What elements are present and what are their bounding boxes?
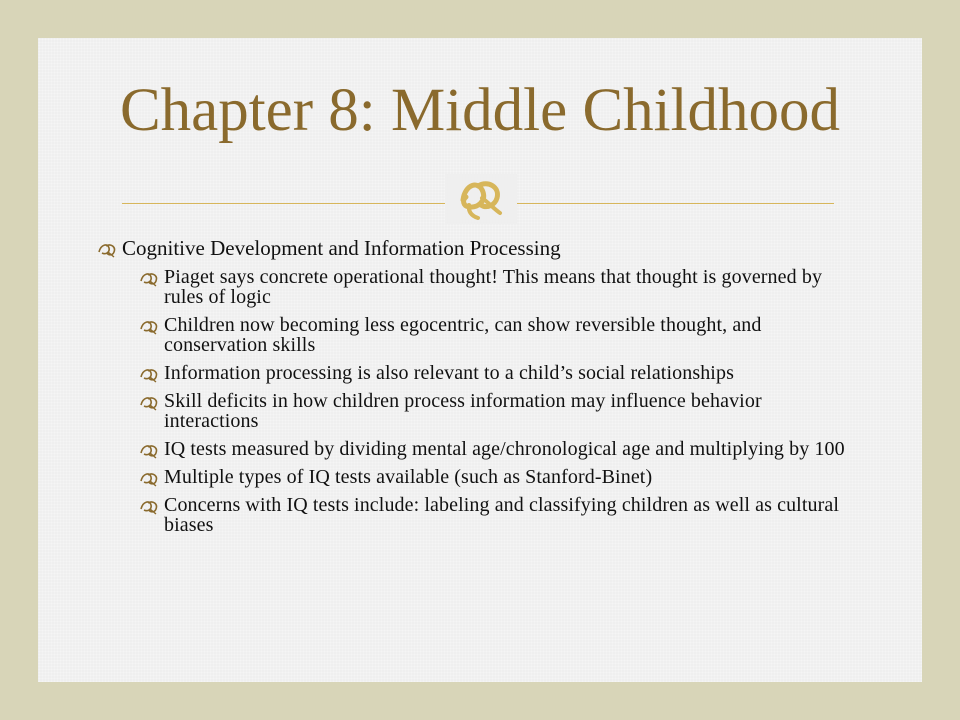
bullet-list	[96, 237, 856, 543]
fleuron-bullet-icon	[138, 316, 160, 336]
ornament-icon	[445, 174, 517, 224]
list-item	[138, 315, 856, 355]
list-item-text: Multiple types of IQ tests available (such as Stanford-Binet)	[164, 466, 653, 488]
fleuron-bullet-icon	[96, 239, 118, 259]
list-item-text: Skill deficits in how children process information may influence behavior interactions	[164, 390, 762, 432]
list-item-level1	[96, 237, 856, 259]
list-item	[138, 363, 856, 383]
fleuron-bullet-icon	[138, 392, 160, 412]
list-item	[138, 391, 856, 431]
fleuron-bullet-icon	[138, 268, 160, 288]
slide-title: Chapter 8: Middle Childhood	[119, 77, 841, 144]
list-item-text: Information processing is also relevant to a child’s social relationships	[164, 362, 734, 384]
list-item	[138, 439, 856, 459]
list-item-text: Piaget says concrete operational thought! This means that thought is governed by rules of logic	[164, 266, 823, 308]
fleuron-bullet-icon	[138, 440, 160, 460]
level1-text: Cognitive Development and Information Processing	[122, 236, 561, 260]
list-item	[138, 467, 856, 487]
list-item	[138, 495, 856, 535]
list-item	[138, 267, 856, 307]
list-item-text: IQ tests measured by dividing mental age/chronological age and multiplying by 100	[164, 438, 845, 460]
list-item-text: Concerns with IQ tests include: labeling and classifying children as well as cultural biases	[164, 494, 839, 536]
fleuron-bullet-icon	[138, 496, 160, 516]
list-item-text: Children now becoming less egocentric, can show reversible thought, and conservation skills	[164, 314, 762, 356]
fleuron-bullet-icon	[138, 364, 160, 384]
fleuron-bullet-icon	[138, 468, 160, 488]
